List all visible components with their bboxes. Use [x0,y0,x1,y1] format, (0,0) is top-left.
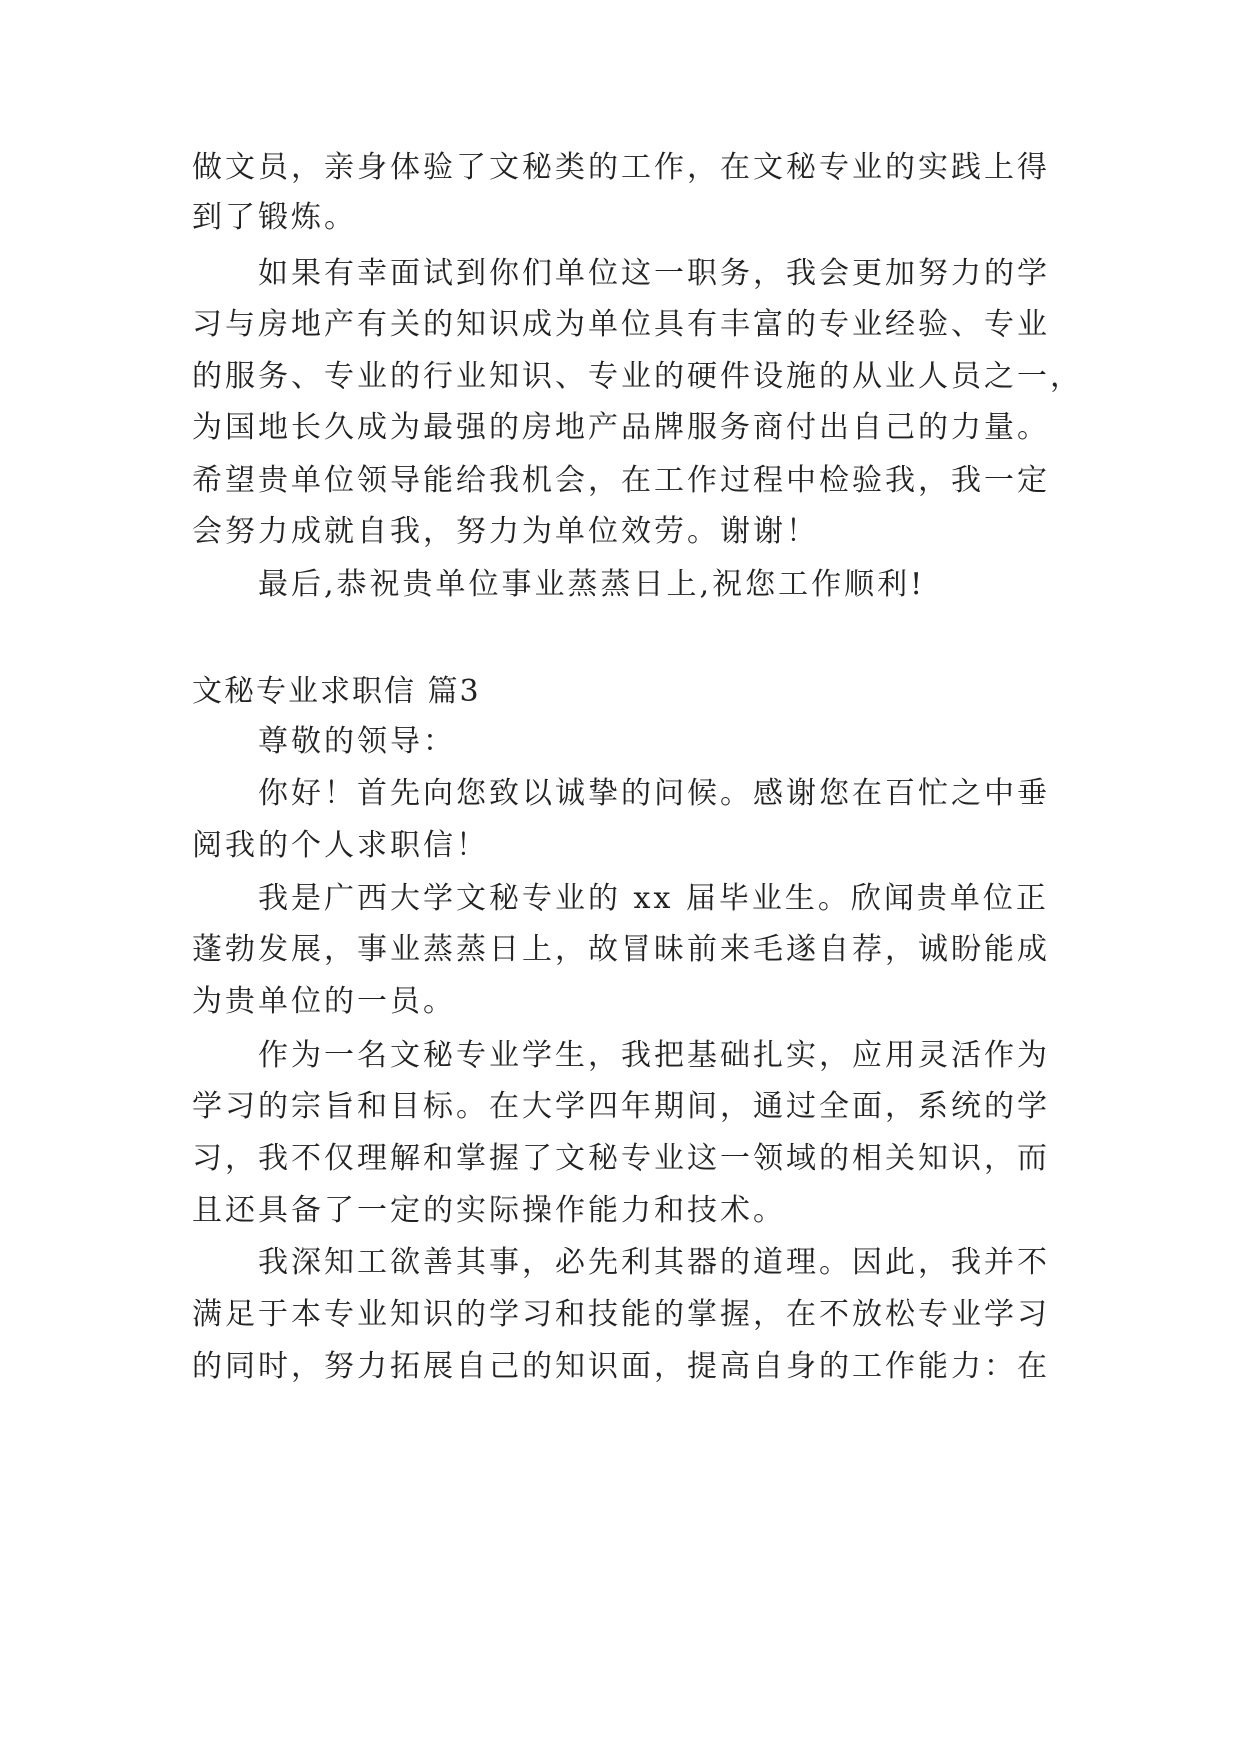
text-line-22: 满足于本专业知识的学习和技能的掌握，在不放松专业学习 [192,1297,1050,1332]
text-line-17: 作为一名文秘专业学生，我把基础扎实，应用灵活作为 [258,1038,1050,1073]
text-line-23: 的同时，努力拓展自己的知识面，提高自身的工作能力：在 [192,1349,1050,1384]
text-line-13: 阅我的个人求职信！ [192,828,489,863]
salutation: 尊敬的领导： [258,724,456,759]
text-line-1: 做文员，亲身体验了文秘类的工作，在文秘专业的实践上得 [192,150,1050,185]
text-line-2: 到了锻炼。 [192,200,357,235]
text-line-7: 希望贵单位领导能给我机会，在工作过程中检验我，我一定 [192,463,1050,498]
text-line-21: 我深知工欲善其事，必先利其器的道理。因此，我并不 [258,1245,1050,1280]
text-line-5: 的服务、专业的行业知识、专业的硬件设施的从业人员之一， [192,359,1083,394]
text-line-18: 学习的宗旨和目标。在大学四年期间，通过全面，系统的学 [192,1089,1050,1124]
text-line-8: 会努力成就自我，努力为单位效劳。谢谢！ [192,514,819,549]
text-line-15: 蓬勃发展，事业蒸蒸日上，故冒昧前来毛遂自荐，诚盼能成 [192,932,1050,967]
section-heading: 文秘专业求职信 篇3 [192,674,481,709]
text-line-12: 你好！首先向您致以诚挚的问候。感谢您在百忙之中垂 [258,776,1050,811]
text-line-9: 最后,恭祝贵单位事业蒸蒸日上,祝您工作顺利! [258,567,926,602]
text-line-14: 我是广西大学文秘专业的 xx 届毕业生。欣闻贵单位正 [258,881,1049,916]
text-line-19: 习，我不仅理解和掌握了文秘专业这一领域的相关知识，而 [192,1141,1050,1176]
text-line-16: 为贵单位的一员。 [192,984,456,1019]
text-line-6: 为国地长久成为最强的房地产品牌服务商付出自己的力量。 [192,410,1050,445]
text-line-3: 如果有幸面试到你们单位这一职务，我会更加努力的学 [258,256,1050,291]
text-line-20: 且还具备了一定的实际操作能力和技术。 [192,1193,786,1228]
text-line-4: 习与房地产有关的知识成为单位具有丰富的专业经验、专业 [192,307,1050,342]
